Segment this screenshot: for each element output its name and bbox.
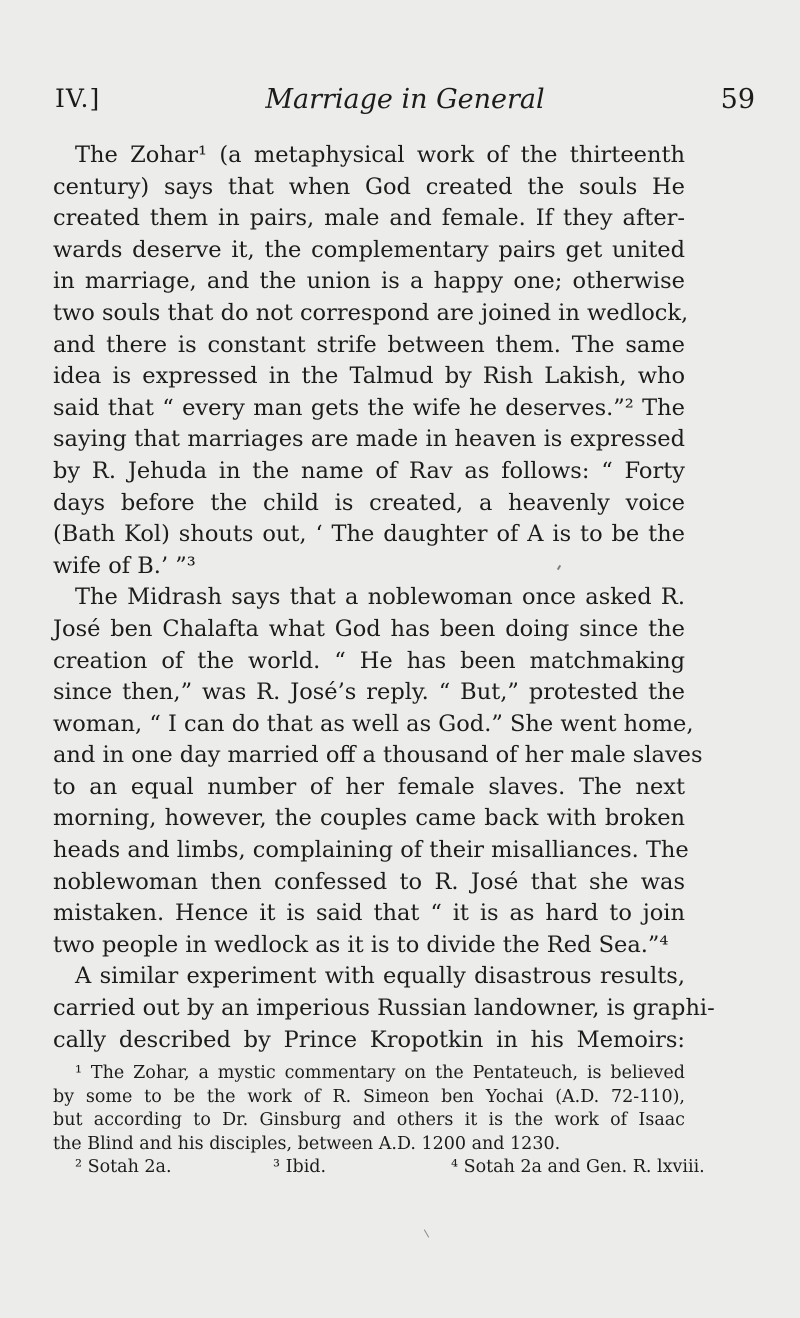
text-line: morning, however, the couples came back with broken (53, 805, 685, 832)
text-line: by R. Jehuda in the name of Rav as follows: “ Forty (53, 457, 685, 484)
text-line: days before the child is created, a heavenly voice (53, 489, 685, 516)
text-line: created them in pairs, male and female. If they after- (53, 205, 685, 232)
text-line: creation of the world. “ He has been matchmaking (53, 647, 685, 674)
text-line: The Zohar¹ (a metaphysical work of the thirteenth (75, 142, 685, 168)
text-line: idea is expressed in the Talmud by Rish Lakish, who (53, 363, 685, 390)
text-line: woman, “ I can do that as well as God.” She went home, (53, 710, 694, 737)
paper-speck (424, 1229, 429, 1237)
footnotes (53, 1062, 705, 1180)
running-header (55, 84, 755, 124)
text-line: in marriage, and the union is a happy one; otherwise (53, 268, 685, 295)
text-line: wife of B.’ ”³ (53, 552, 196, 579)
text-line: to an equal number of her female slaves. The next (53, 773, 685, 800)
footnote-line: ¹ The Zohar, a mystic commentary on the Pentateuch, is believed (75, 1063, 685, 1083)
page-number: 59 (720, 84, 755, 115)
text-line: noblewoman then confessed to R. José that she was (53, 868, 685, 895)
text-line: since then,” was R. José’s reply. “ But,” protested the (53, 679, 685, 706)
running-title: Marriage in General (265, 84, 545, 115)
footnote-line: the Blind and his disciples, between A.D. 1200 and 1230. (53, 1133, 561, 1154)
text-line: said that “ every man gets the wife he deserves.”² The (53, 394, 685, 421)
text-line: A similar experiment with equally disastrous results, (75, 963, 685, 990)
text-line: saying that marriages are made in heaven is expressed (53, 426, 685, 453)
footnote-2: ² Sotah 2a. (75, 1157, 172, 1177)
footnote-4: ⁴ Sotah 2a and Gen. R. lxviii. (451, 1157, 705, 1177)
text-line: cally described by Prince Kropotkin in his Memoirs: (53, 1026, 685, 1053)
text-line: two souls that do not correspond are joined in wedlock, (53, 299, 689, 326)
text-line: The Midrash says that a noblewoman once asked R. (75, 584, 685, 611)
chapter-marker: IV.] (55, 84, 101, 113)
text-line: two people in wedlock as it is to divide the Red Sea.”⁴ (53, 931, 669, 958)
text-line: carried out by an imperious Russian landowner, is graphi- (53, 995, 715, 1022)
footnote-line: but according to Dr. Ginsburg and others it is the work of Isaac (53, 1110, 685, 1130)
text-line: (Bath Kol) shouts out, ‘ The daughter of A is to be the (53, 521, 685, 548)
text-line: and in one day married off a thousand of her male slaves (53, 742, 703, 769)
text-line: mistaken. Hence it is said that “ it is as hard to join (53, 900, 685, 927)
footnote-3: ³ Ibid. (273, 1157, 327, 1177)
text-line: José ben Chalafta what God has been doing since the (53, 615, 685, 642)
text-line: heads and limbs, complaining of their misalliances. The (53, 837, 689, 864)
text-line: century) says that when God created the souls He (53, 173, 685, 200)
text-line: and there is constant strife between them. The same (53, 331, 685, 358)
text-line: wards deserve it, the complementary pairs get united (53, 236, 685, 263)
main-text (53, 140, 715, 1056)
footnote-line: by some to be the work of R. Simeon ben Yochai (A.D. 72-110), (53, 1086, 685, 1107)
footnote-row (53, 1156, 705, 1180)
